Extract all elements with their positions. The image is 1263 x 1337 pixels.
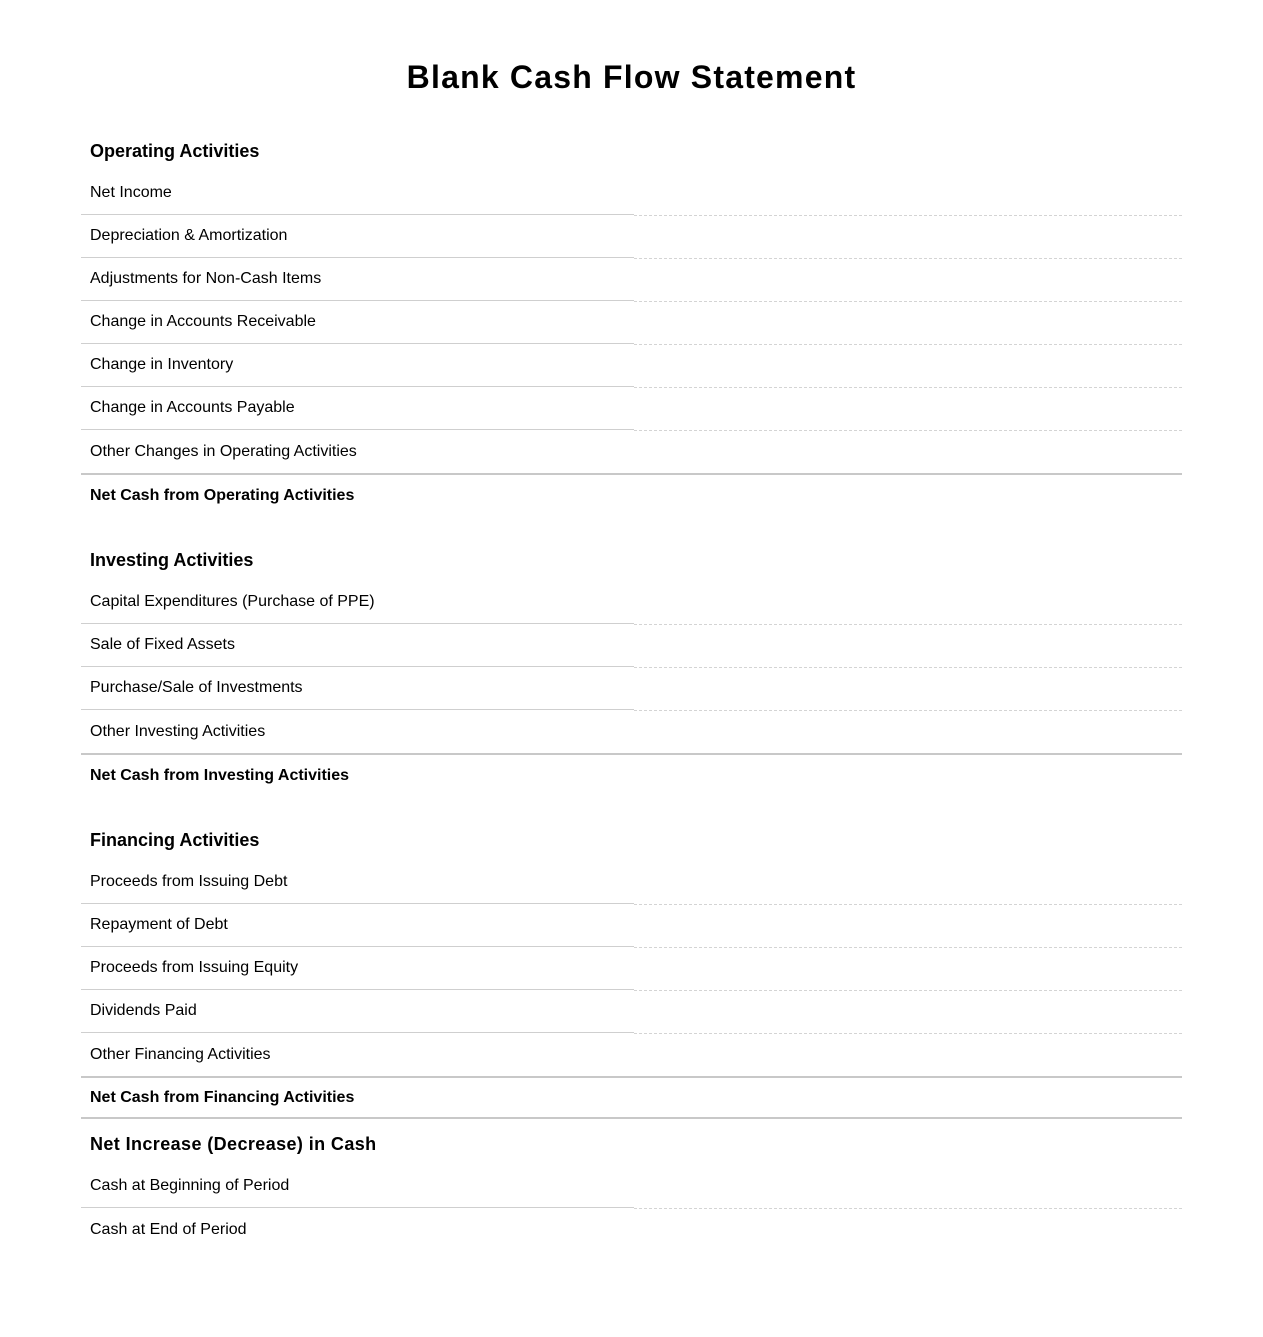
line-item-label: Change in Accounts Payable xyxy=(81,387,634,430)
section-heading-investing: Investing Activities xyxy=(90,550,254,570)
line-item-value-field[interactable] xyxy=(634,301,1182,345)
line-item-label: Change in Accounts Receivable xyxy=(81,301,634,344)
line-item-row xyxy=(81,387,1182,430)
line-item-value-field[interactable] xyxy=(634,430,1182,473)
line-item-label: Adjustments for Non-Cash Items xyxy=(81,258,634,301)
line-item-value-field[interactable] xyxy=(634,215,1182,259)
line-item-row xyxy=(81,581,1182,624)
line-item-label: Proceeds from Issuing Debt xyxy=(81,861,634,904)
total-row-operating: Net Cash from Operating Activities xyxy=(81,473,1182,516)
section-heading-operating: Operating Activities xyxy=(90,141,260,161)
line-item-row xyxy=(81,215,1182,258)
line-item-row xyxy=(81,1033,1182,1076)
line-item-row xyxy=(81,258,1182,301)
page-title: Blank Cash Flow Statement xyxy=(406,59,857,95)
line-item-value-field[interactable] xyxy=(634,344,1182,388)
line-item-label: Net Income xyxy=(81,172,634,215)
total-row-financing: Net Cash from Financing Activities xyxy=(81,1076,1182,1119)
line-item-row xyxy=(81,301,1182,344)
line-item-label: Depreciation & Amortization xyxy=(81,215,634,258)
line-item-value-field[interactable] xyxy=(634,1208,1182,1251)
line-item-row xyxy=(81,710,1182,753)
line-item-label: Cash at Beginning of Period xyxy=(81,1165,634,1208)
line-item-label: Change in Inventory xyxy=(81,344,634,387)
line-item-label: Capital Expenditures (Purchase of PPE) xyxy=(81,581,634,624)
line-item-value-field[interactable] xyxy=(634,258,1182,302)
line-item-label: Other Investing Activities xyxy=(90,722,266,740)
line-item-row xyxy=(81,861,1182,904)
line-item-row xyxy=(81,990,1182,1033)
line-item-label: Dividends Paid xyxy=(81,990,634,1033)
line-item-value-field[interactable] xyxy=(634,581,1182,625)
line-item-label: Sale of Fixed Assets xyxy=(81,624,634,667)
line-item-value-field[interactable] xyxy=(634,861,1182,905)
line-item-label: Other Financing Activities xyxy=(90,1045,271,1063)
line-item-value-field[interactable] xyxy=(634,624,1182,668)
line-item-label: Cash at End of Period xyxy=(90,1220,247,1238)
line-item-value-field[interactable] xyxy=(634,904,1182,948)
line-item-row xyxy=(81,904,1182,947)
line-item-row xyxy=(81,1165,1182,1208)
cash-flow-sheet xyxy=(81,140,1182,1251)
line-item-row xyxy=(81,624,1182,667)
line-item-value-field[interactable] xyxy=(634,990,1182,1034)
net-change-heading: Net Increase (Decrease) in Cash xyxy=(90,1134,377,1154)
line-item-row xyxy=(81,1208,1182,1251)
line-item-row xyxy=(81,430,1182,473)
line-item-value-field[interactable] xyxy=(634,667,1182,711)
line-item-value-field[interactable] xyxy=(634,1033,1182,1076)
line-item-row xyxy=(81,172,1182,215)
line-item-value-field[interactable] xyxy=(634,1165,1182,1209)
line-item-value-field[interactable] xyxy=(634,387,1182,431)
line-item-value-field[interactable] xyxy=(634,172,1182,216)
line-item-label: Proceeds from Issuing Equity xyxy=(81,947,634,990)
line-item-row xyxy=(81,344,1182,387)
line-item-value-field[interactable] xyxy=(634,947,1182,991)
line-item-label: Other Changes in Operating Activities xyxy=(90,442,357,460)
section-heading-financing: Financing Activities xyxy=(90,830,260,850)
line-item-row xyxy=(81,947,1182,990)
total-row-investing: Net Cash from Investing Activities xyxy=(81,753,1182,796)
line-item-row xyxy=(81,667,1182,710)
line-item-label: Purchase/Sale of Investments xyxy=(81,667,634,710)
line-item-value-field[interactable] xyxy=(634,710,1182,753)
line-item-label: Repayment of Debt xyxy=(81,904,634,947)
